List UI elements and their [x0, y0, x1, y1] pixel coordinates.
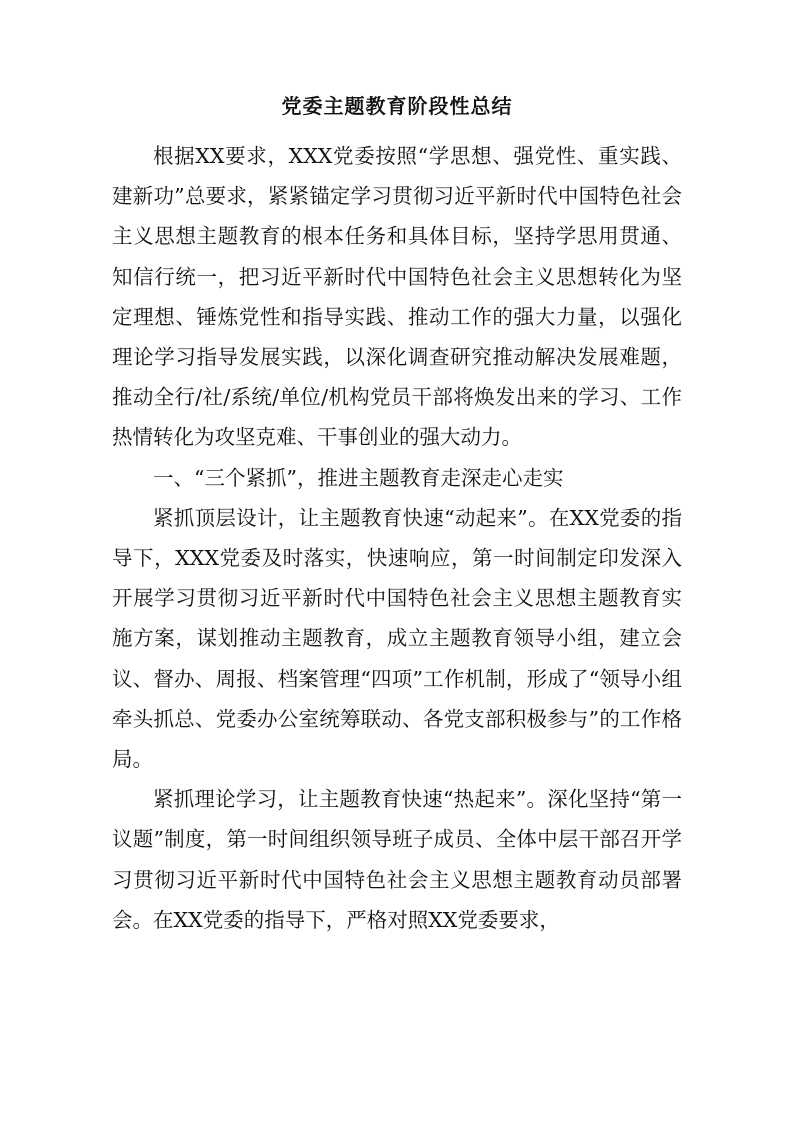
- document-title: 党委主题教育阶段性总结: [281, 94, 513, 118]
- paragraph-top-design: 紧抓顶层设计，让主题教育快速“动起来”。在XX党委的指导下，XXX党委及时落实，快速响应，第一时间制定印发深入开展学习贯彻习近平新时代中国特色社会主义思想主题教育实施方案，谋划推动主题教育，成立主题教育领导小组，建立会议、督办、周报、档案管理“四项”工作机制，形成了“领导小组牵头抓总、党委办公室统筹联动、各党支部积极参与”的工作格局。: [112, 505, 682, 772]
- paragraph-intro: 根据XX要求，XXX党委按照“学思想、强党性、重实践、建新功”总要求，紧紧锚定学习贯彻习近平新时代中国特色社会主义思想主题教育的根本任务和具体目标，坚持学思用贯通、知信行统一，把习近平新时代中国特色社会主义思想转化为坚定理想、锤炼党性和指导实践、推动工作的强大力量，以强化理论学习指导发展实践，以深化调查研究推动解决发展难题，推动全行/社/系统/单位/机构党员干部将焕发出来的学习、工作热情转化为攻坚克难、干事创业的强大动力。: [112, 144, 682, 450]
- paragraph-theory-study: 紧抓理论学习，让主题教育快速“热起来”。深化坚持“第一议题”制度，第一时间组织领导班子成员、全体中层干部召开学习贯彻习近平新时代中国特色社会主义思想主题教育动员部署会。在XX党委的指导下，严格对照XX党委要求，: [112, 787, 682, 932]
- document-page: [112, 92, 682, 940]
- section-heading-1: 一、“三个紧抓”，推进主题教育走深走心走实: [153, 465, 564, 490]
